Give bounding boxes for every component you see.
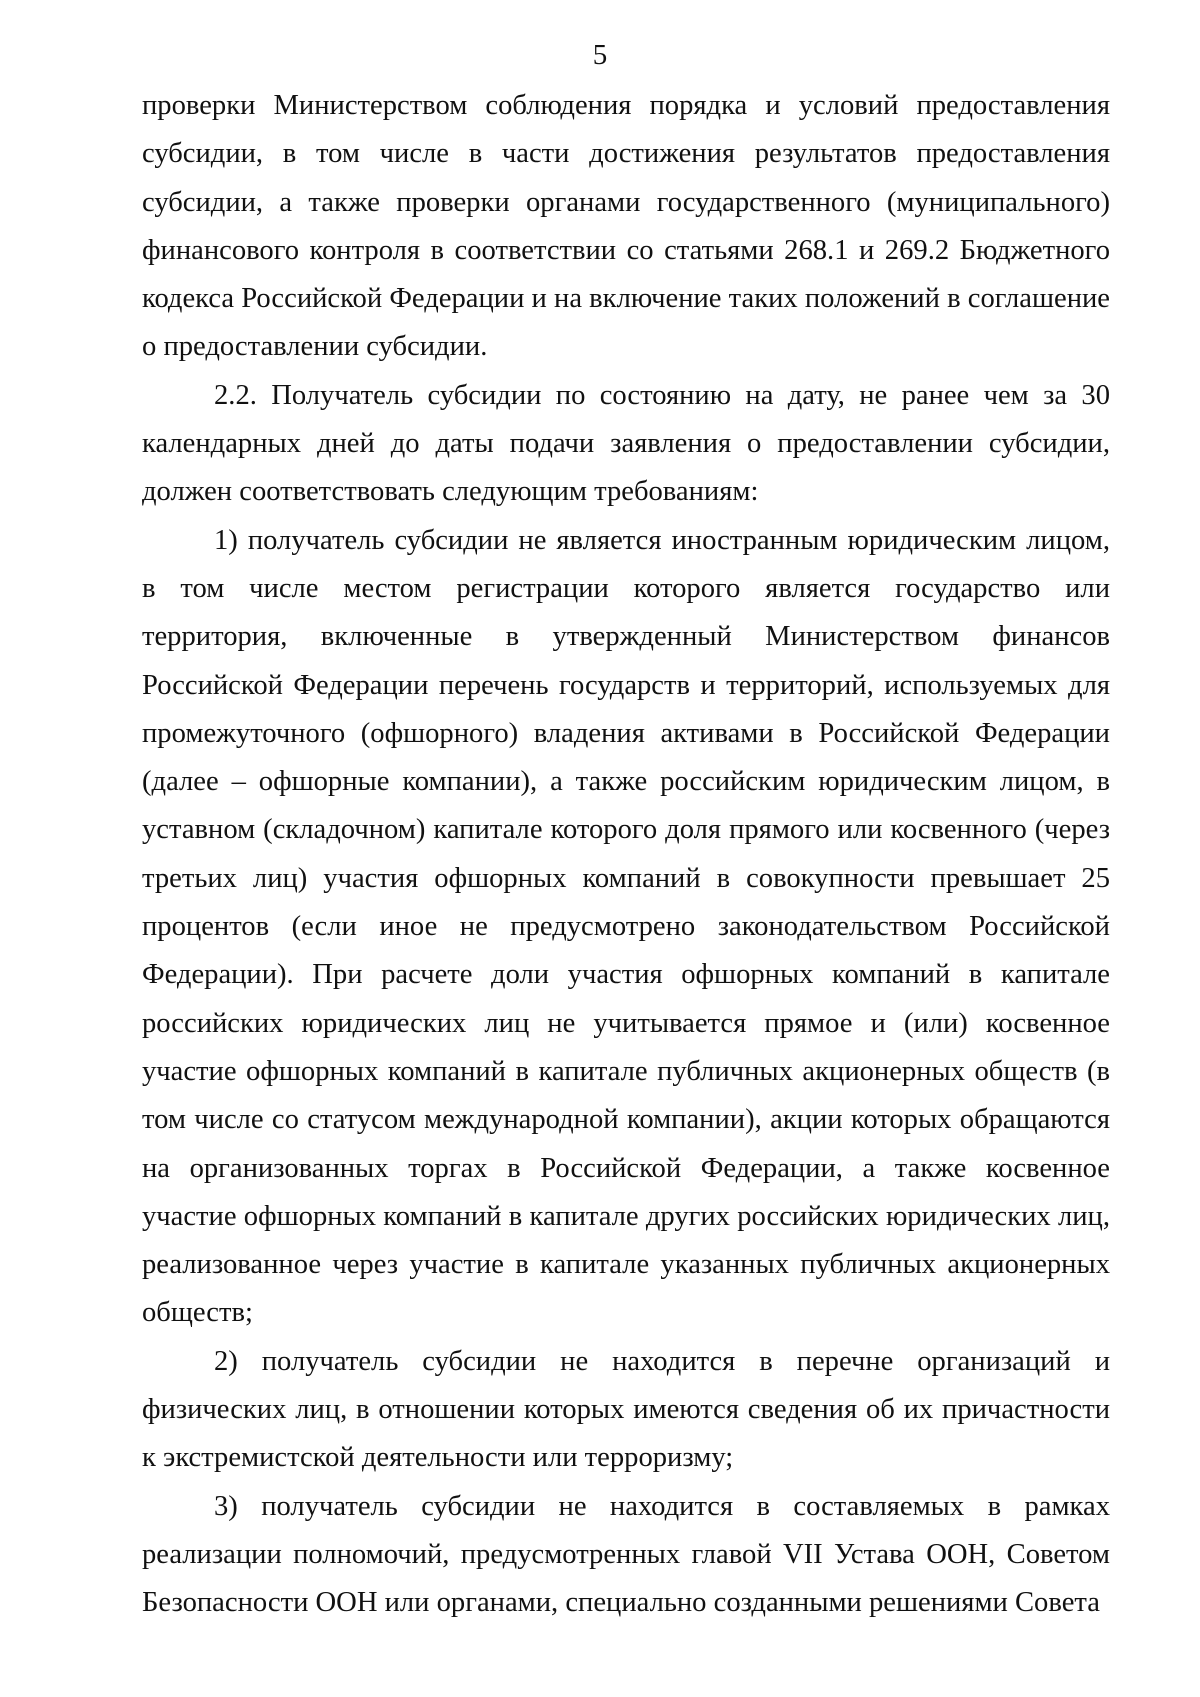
paragraph-section-2-2: 2.2. Получатель субсидии по состоянию на дату, не ранее чем за 30 календарных дней до даты подачи заявления о предоставлении субсидии, должен соответствовать следующим требованиям: — [142, 379, 1110, 508]
paragraph-requirement-2: 2) получатель субсидии не находится в перечне организаций и физических лиц, в отношении которых имеются сведения об их причастности к экстремистской деятельности или терроризму; — [142, 1345, 1110, 1474]
paragraph-requirement-1: 1) получатель субсидии не является иностранным юридическим лицом, в том числе местом регистрации которого является государство или территория, включенные в утвержденный Министерством финансов Российской Федерации перечень государств и территорий, используемых для промежуточного (офшорного) владения активами в Российской Федерации (далее – офшорные компании), а также российским юридическим лицом, в уставном (складочном) капитале которого доля прямого или косвенного (через третьих лиц) участия офшорных компаний в совокупности превышает 25 процентов (если иное не предусмотрено законодательством Российской Федерации). При расчете доли участия офшорных компаний в капитале российских юридических лиц не учитывается прямое и (или) косвенное участие офшорных компаний в капитале публичных акционерных обществ (в том числе со статусом международной компании), акции которых обращаются на организованных торгах в Российской Федерации, а также косвенное участие офшорных компаний в капитале других российских юридических лиц, реализованное через участие в капитале указанных публичных акционерных обществ; — [142, 524, 1110, 1329]
document-body — [142, 82, 1110, 1628]
paragraph-continuation: проверки Министерством соблюдения порядка и условий предоставления субсидии, в том числе в части достижения результатов предоставления субсидии, а также проверки органами государственного (муниципального) финансового контроля в соответствии со статьями 268.1 и 269.2 Бюджетного кодекса Российской Федерации и на включение таких положений в соглашение о предоставлении субсидии. — [142, 90, 1110, 363]
page-number: 5 — [592, 39, 608, 71]
paragraph-requirement-3: 3) получатель субсидии не находится в составляемых в рамках реализации полномочий, предусмотренных главой VII Устава ООН, Советом Безопасности ООН или органами, специально созданными решениями Совета — [142, 1490, 1110, 1619]
